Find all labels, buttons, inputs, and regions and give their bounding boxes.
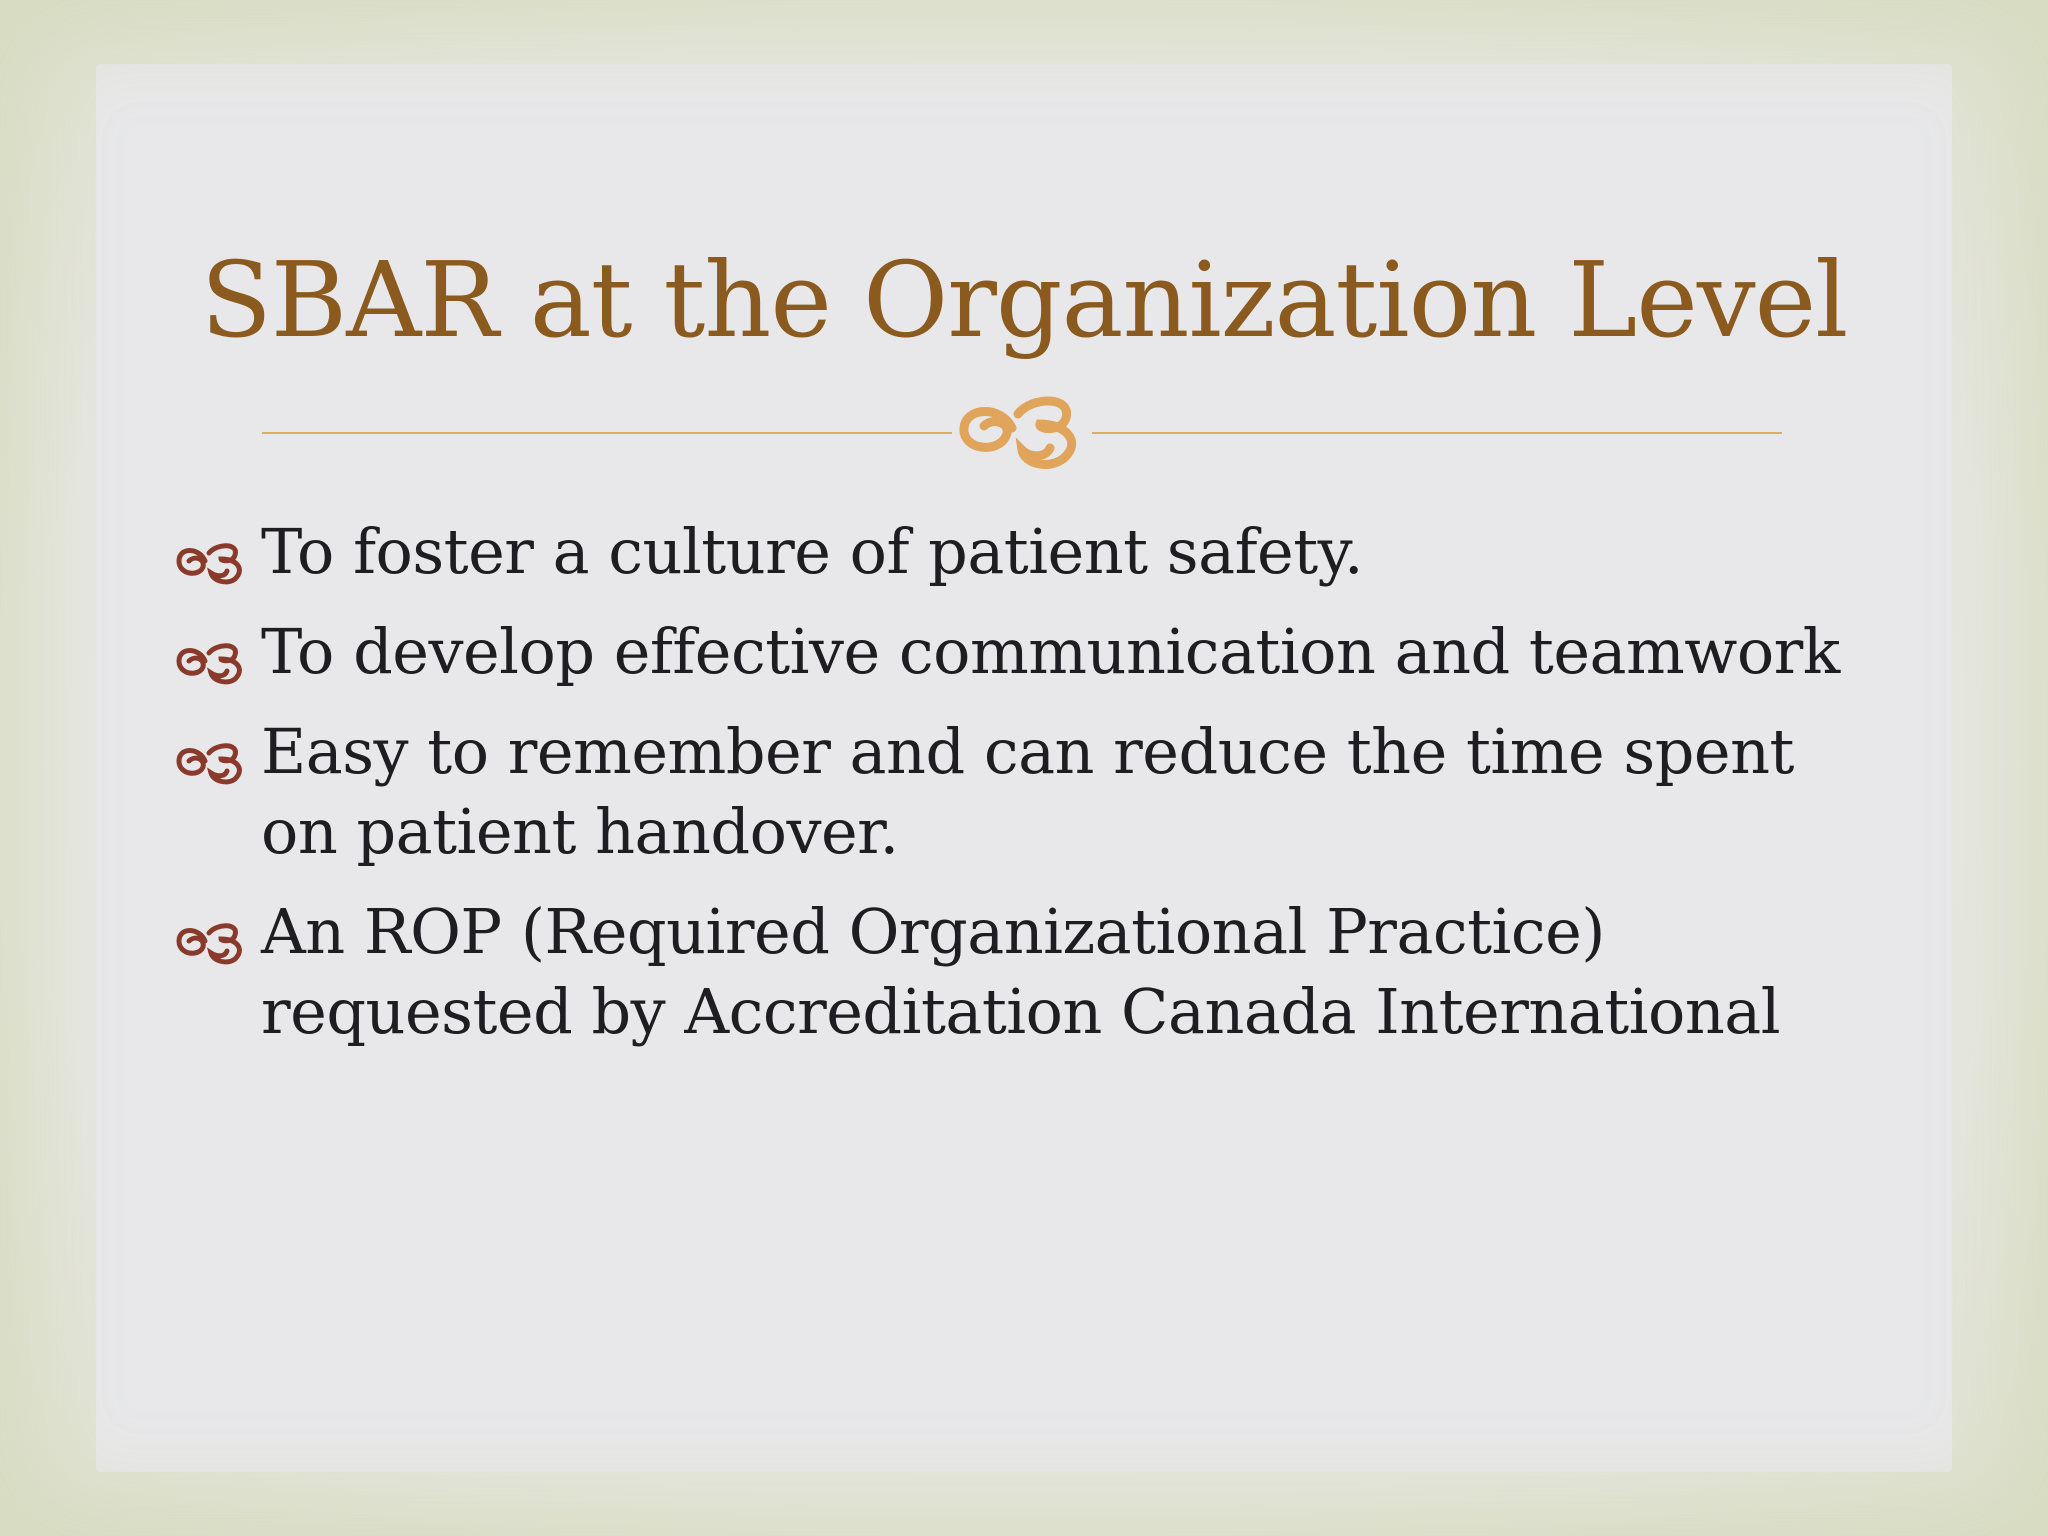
slide-title: SBAR at the Organization Level xyxy=(200,238,1848,361)
swirl-ornament-icon xyxy=(954,384,1090,474)
list-item xyxy=(175,612,1875,692)
bullet-list xyxy=(175,512,1875,1072)
divider-line-right xyxy=(1092,432,1782,434)
list-item xyxy=(175,892,1875,1052)
swirl-bullet-icon xyxy=(175,726,247,776)
bullet-text: To develop effective communication and teamwork xyxy=(261,615,1840,688)
bullet-text: An ROP (Required Organizational Practice) requested by Accreditation Canada International xyxy=(261,895,1781,1048)
bullet-text: Easy to remember and can reduce the time spent on patient handover. xyxy=(261,715,1794,868)
title-divider xyxy=(262,408,1782,468)
bullet-text: To foster a culture of patient safety. xyxy=(261,515,1364,588)
swirl-bullet-icon xyxy=(175,526,247,576)
divider-line-left xyxy=(262,432,952,434)
swirl-bullet-icon xyxy=(175,626,247,676)
list-item xyxy=(175,712,1875,872)
swirl-bullet-icon xyxy=(175,906,247,956)
list-item xyxy=(175,512,1875,592)
